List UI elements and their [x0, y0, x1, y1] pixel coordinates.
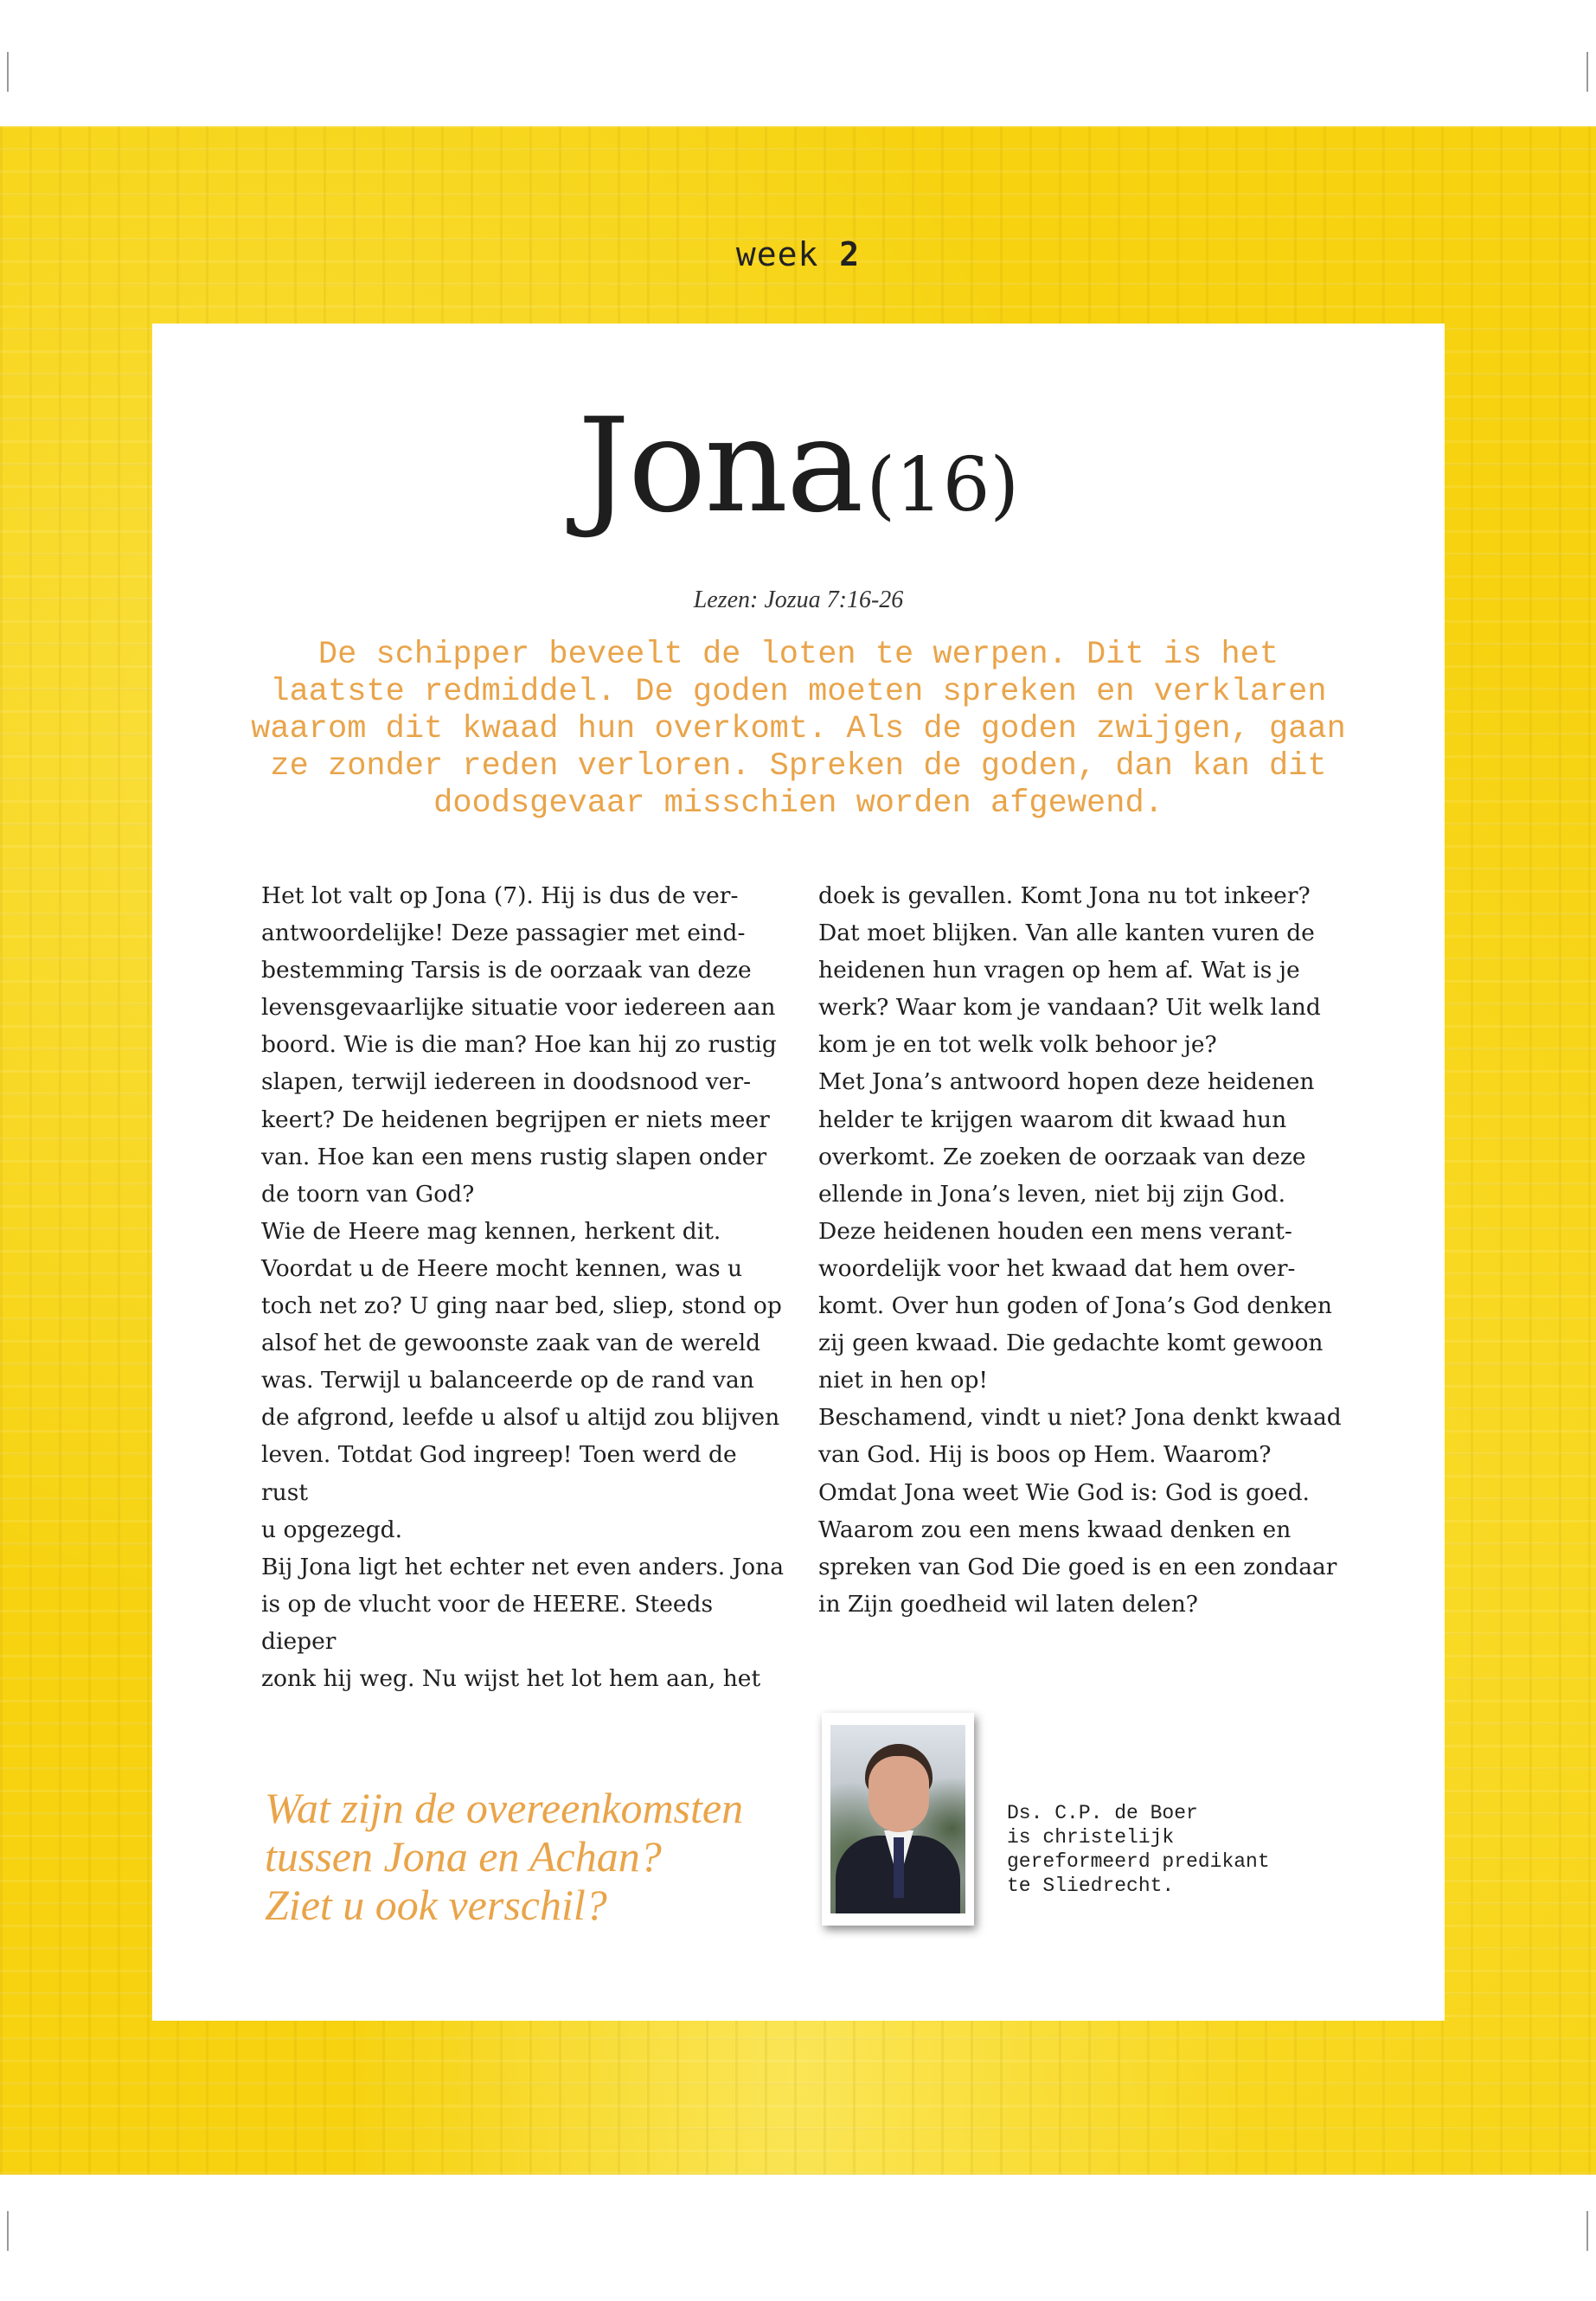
text-line: kom je en tot welk volk behoor je? — [818, 1031, 1217, 1059]
crop-mark-top-left — [7, 52, 9, 92]
text-line: Voordat u de Heere mocht kennen, was u — [261, 1254, 743, 1282]
text-line: is op de vlucht voor de HEERE. Steeds dieper — [261, 1590, 714, 1655]
reading-reference: Lezen: Jozua 7:16-26 — [693, 586, 904, 613]
text-line: u opgezegd. — [261, 1516, 403, 1543]
week-label — [0, 235, 1596, 273]
text-line: zij geen kwaad. Die gedachte komt gewoon — [818, 1330, 1324, 1357]
text-line: zonk hij weg. Nu wijst het lot hem aan, het — [261, 1664, 761, 1692]
author-photo — [822, 1713, 974, 1926]
text-line: bestemming Tarsis is de oorzaak van deze — [261, 957, 752, 984]
crop-mark-bottom-left — [7, 2211, 9, 2251]
text-line: van. Hoe kan een mens rustig slapen onder — [261, 1143, 767, 1170]
text-line: de afgrond, leefde u alsof u altijd zou blijven — [261, 1404, 780, 1432]
text-line: heidenen hun vragen op hem af. Wat is je — [818, 957, 1300, 984]
reflection-question — [265, 1784, 818, 1929]
text-line: toch net zo? U ging naar bed, sliep, stond op — [261, 1292, 782, 1320]
text-line: werk? Waar kom je vandaan? Uit welk land — [818, 994, 1321, 1022]
body-column-left — [261, 877, 789, 1697]
crop-mark-bottom-right — [1586, 2211, 1588, 2251]
bio-line: is christelijk — [1007, 1826, 1175, 1849]
text-line: de toorn van God? — [261, 1180, 475, 1208]
text-line: Het lot valt op Jona (7). Hij is dus de ver- — [261, 882, 739, 909]
text-line: leven. Totdat God ingreep! Toen werd de rust — [261, 1441, 737, 1506]
text-line: Bij Jona ligt het echter net even anders. Jona — [261, 1553, 785, 1580]
question-line: Wat zijn de overeenkomsten — [265, 1784, 744, 1832]
text-line: Deze heidenen houden een mens verant- — [818, 1217, 1292, 1245]
week-word: week — [735, 235, 819, 273]
intro-line: ze zonder reden verloren. Spreken de goden, dan kan dit — [270, 748, 1327, 785]
bio-line: te Sliedrecht. — [1007, 1875, 1175, 1897]
crop-mark-top-right — [1586, 52, 1588, 92]
body-column-right — [818, 877, 1346, 1623]
intro-line: laatste redmiddel. De goden moeten spreken en verklaren — [270, 674, 1327, 710]
title-number: (16) — [866, 442, 1020, 529]
bio-line: Ds. C.P. de Boer — [1007, 1802, 1198, 1824]
text-line: komt. Over hun goden of Jona’s God denken — [818, 1292, 1332, 1320]
intro-line: De schipper beveelt de loten te werpen. Dit is het — [317, 637, 1279, 673]
text-line: Waarom zou een mens kwaad denken en — [818, 1516, 1292, 1543]
article-panel — [152, 324, 1445, 2021]
text-line: helder te krijgen waarom dit kwaad hun — [818, 1106, 1287, 1133]
text-line: overkomt. Ze zoeken de oorzaak van deze — [818, 1143, 1306, 1170]
intro-line: doodsgevaar misschien worden afgewend. — [433, 785, 1163, 822]
bio-line: gereformeerd predikant — [1007, 1850, 1270, 1873]
week-number: 2 — [839, 235, 861, 273]
text-line: niet in hen op! — [818, 1367, 989, 1394]
text-line: boord. Wie is die man? Hoe kan hij zo rustig — [261, 1031, 777, 1059]
text-line: ellende in Jona’s leven, niet bij zijn God. — [818, 1180, 1286, 1208]
text-line: antwoordelijke! Deze passagier met eind- — [261, 920, 746, 947]
title-text: Jona — [577, 391, 862, 542]
text-line: van God. Hij is boos op Hem. Waarom? — [818, 1441, 1272, 1469]
article-title — [152, 391, 1445, 542]
author-portrait-image — [830, 1725, 965, 1913]
intro-line: waarom dit kwaad hun overkomt. Als de goden zwijgen, gaan — [251, 711, 1346, 747]
text-line: alsof het de gewoonste zaak van de wereld — [261, 1330, 761, 1357]
text-line: Met Jona’s antwoord hopen deze heidenen — [818, 1068, 1315, 1096]
text-line: in Zijn goedheid wil laten delen? — [818, 1590, 1198, 1618]
text-line: spreken van God Die goed is en een zondaar — [818, 1553, 1337, 1580]
text-line: Dat moet blijken. Van alle kanten vuren de — [818, 920, 1315, 947]
intro-paragraph — [247, 637, 1349, 823]
text-line: Wie de Heere mag kennen, herkent dit. — [261, 1217, 721, 1245]
text-line: doek is gevallen. Komt Jona nu tot inkeer? — [818, 882, 1311, 909]
text-line: slapen, terwijl iedereen in doodsnood ver- — [261, 1068, 752, 1096]
text-line: levensgevaarlijke situatie voor iedereen aan — [261, 994, 776, 1022]
text-line: Omdat Jona weet Wie God is: God is goed. — [818, 1478, 1310, 1506]
text-line: woordelijk voor het kwaad dat hem over- — [818, 1254, 1296, 1282]
text-line: Beschamend, vindt u niet? Jona denkt kwaad — [818, 1404, 1342, 1432]
author-bio — [1007, 1801, 1336, 1898]
text-line: keert? De heidenen begrijpen er niets meer — [261, 1106, 770, 1133]
text-line: was. Terwijl u balanceerde op de rand van — [261, 1367, 754, 1394]
question-line: tussen Jona en Achan? — [265, 1832, 662, 1881]
question-line: Ziet u ook verschil? — [265, 1881, 607, 1929]
